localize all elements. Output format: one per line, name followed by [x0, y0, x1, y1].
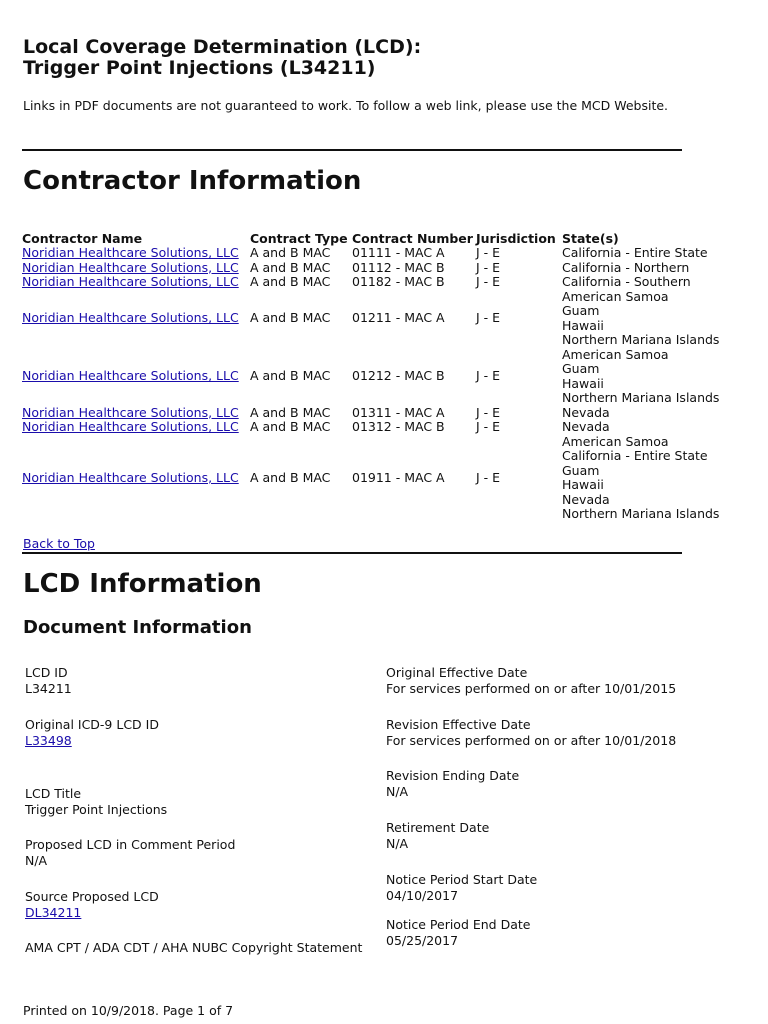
- state-item: Northern Mariana Islands: [562, 390, 720, 405]
- table-row: [22, 420, 721, 435]
- field-label: LCD ID: [25, 665, 68, 680]
- field-value: N/A: [386, 835, 409, 851]
- contractor-name-cell: [22, 435, 250, 522]
- states-cell: [562, 275, 721, 290]
- contract-type-cell: A and B MAC: [250, 469, 331, 485]
- table-row: [22, 435, 721, 522]
- field-value: N/A: [25, 852, 48, 868]
- contractor-name-link[interactable]: Noridian Healthcare Solutions, LLC: [22, 259, 239, 275]
- divider: [22, 552, 682, 554]
- col-jurisdiction: Jurisdiction: [476, 231, 556, 246]
- table-row: [22, 406, 721, 421]
- state-item: American Samoa: [562, 346, 669, 362]
- field-original-icd9-lcd-id: [25, 717, 159, 748]
- contractor-name-link[interactable]: Noridian Healthcare Solutions, LLC: [22, 404, 239, 420]
- table-row: [22, 348, 721, 406]
- document-information-heading: Document Information: [23, 617, 252, 638]
- field-value: For services performed on or after 10/01/2018: [386, 732, 677, 748]
- field-revision-ending-date: [386, 768, 519, 799]
- jurisdiction-cell: J - E: [476, 419, 501, 434]
- table-row: [22, 261, 721, 276]
- col-states: State(s): [562, 231, 619, 246]
- state-item: Hawaii: [562, 477, 604, 492]
- contractor-name-link[interactable]: Noridian Healthcare Solutions, LLC: [22, 245, 239, 260]
- field-notice-period-end: [386, 917, 530, 948]
- pdf-link-notice: Links in PDF documents are not guaranteed to work. To follow a web link, please use the MCD Website.: [23, 98, 669, 113]
- state-item: Hawaii: [562, 375, 604, 391]
- field-label: Source Proposed LCD: [25, 889, 159, 904]
- contractor-name-link[interactable]: Noridian Healthcare Solutions, LLC: [22, 274, 239, 289]
- field-label: Revision Ending Date: [386, 768, 520, 783]
- state-item: California - Entire State: [562, 245, 708, 260]
- field-lcd-title: [25, 786, 167, 817]
- dl34211-link[interactable]: DL34211: [25, 904, 82, 920]
- field-source-proposed-lcd: [25, 889, 159, 920]
- field-revision-effective-date: [386, 717, 676, 748]
- contractor-name-cell: [22, 275, 250, 290]
- contract-number-cell: 01212 - MAC B: [352, 368, 445, 384]
- page-title: [23, 37, 421, 79]
- state-item: Northern Mariana Islands: [562, 332, 720, 347]
- states-cell: [562, 290, 721, 348]
- contract-number-cell: 01111 - MAC A: [352, 245, 445, 260]
- col-contractor-name: Contractor Name: [22, 231, 143, 246]
- field-label: Notice Period End Date: [386, 917, 531, 932]
- state-item: California - Northern: [562, 259, 690, 275]
- contract-number-cell: 01112 - MAC B: [352, 259, 445, 275]
- states-cell: [562, 246, 721, 261]
- contractor-heading: Contractor Information: [23, 166, 362, 196]
- col-contract-number: Contract Number: [352, 231, 473, 246]
- states-cell: [562, 406, 721, 421]
- field-value: N/A: [386, 783, 409, 799]
- state-item: Guam: [562, 361, 600, 376]
- state-item: American Samoa: [562, 433, 669, 449]
- field-label: Proposed LCD in Comment Period: [25, 837, 236, 852]
- state-item: California - Entire State: [562, 448, 708, 463]
- table-header-row: [22, 231, 721, 246]
- state-item: Nevada: [562, 404, 610, 420]
- field-label: Revision Effective Date: [386, 717, 531, 732]
- contract-type-cell: A and B MAC: [250, 419, 331, 434]
- title-line-2: Trigger Point Injections (L34211): [23, 57, 376, 79]
- contract-type-cell: A and B MAC: [250, 404, 331, 420]
- state-item: Hawaii: [562, 317, 604, 333]
- state-item: Guam: [562, 303, 600, 318]
- jurisdiction-cell: J - E: [476, 259, 501, 275]
- contractor-name-link[interactable]: Noridian Healthcare Solutions, LLC: [22, 368, 239, 384]
- field-value: 04/10/2017: [386, 887, 459, 903]
- field-label: Notice Period Start Date: [386, 872, 538, 887]
- field-value: L34211: [25, 680, 72, 696]
- contract-number-cell: 01312 - MAC B: [352, 419, 445, 434]
- jurisdiction-cell: J - E: [476, 469, 501, 485]
- field-notice-period-start: [386, 872, 537, 903]
- contract-type-cell: A and B MAC: [250, 310, 331, 326]
- field-proposed-lcd: [25, 837, 235, 868]
- divider: [22, 149, 682, 151]
- state-item: California - Southern: [562, 274, 691, 289]
- field-label: LCD Title: [25, 786, 82, 801]
- contractor-table: [22, 231, 721, 522]
- contractor-name-cell: [22, 261, 250, 276]
- print-footer: Printed on 10/9/2018. Page 1 of 7: [23, 1003, 234, 1018]
- title-line-1: Local Coverage Determination (LCD):: [23, 36, 422, 58]
- field-original-effective-date: [386, 665, 676, 696]
- back-to-top-link[interactable]: Back to Top: [23, 536, 95, 551]
- field-lcd-id: [25, 665, 72, 696]
- jurisdiction-cell: J - E: [476, 368, 501, 384]
- field-copyright-statement: [25, 940, 362, 956]
- field-label: Original ICD-9 LCD ID: [25, 717, 159, 732]
- contractor-name-cell: [22, 406, 250, 421]
- state-item: Guam: [562, 462, 600, 478]
- contractor-name-cell: [22, 246, 250, 261]
- field-label: Retirement Date: [386, 820, 490, 835]
- states-cell: [562, 348, 721, 406]
- contract-number-cell: 01182 - MAC B: [352, 274, 445, 289]
- table-row: [22, 275, 721, 290]
- states-cell: [562, 420, 721, 435]
- contract-type-cell: A and B MAC: [250, 259, 331, 275]
- contractor-name-cell: [22, 348, 250, 406]
- contractor-name-cell: [22, 290, 250, 348]
- states-cell: [562, 435, 721, 522]
- field-label: Original Effective Date: [386, 665, 528, 680]
- field-retirement-date: [386, 820, 489, 851]
- jurisdiction-cell: J - E: [476, 310, 501, 326]
- contractor-name-link[interactable]: Noridian Healthcare Solutions, LLC: [22, 469, 239, 485]
- contract-type-cell: A and B MAC: [250, 245, 331, 260]
- l33498-link[interactable]: L33498: [25, 732, 72, 748]
- table-row: [22, 290, 721, 348]
- state-item: Northern Mariana Islands: [562, 506, 720, 521]
- state-item: Nevada: [562, 491, 610, 507]
- contractor-name-cell: [22, 420, 250, 435]
- field-value: For services performed on or after 10/01/2015: [386, 680, 677, 696]
- jurisdiction-cell: J - E: [476, 404, 501, 420]
- jurisdiction-cell: J - E: [476, 274, 501, 289]
- field-value: Trigger Point Injections: [25, 801, 168, 817]
- col-contract-type: Contract Type: [250, 231, 348, 246]
- contractor-name-link[interactable]: Noridian Healthcare Solutions, LLC: [22, 419, 239, 434]
- contractor-name-link[interactable]: Noridian Healthcare Solutions, LLC: [22, 310, 239, 326]
- contract-type-cell: A and B MAC: [250, 274, 331, 289]
- contract-type-cell: A and B MAC: [250, 368, 331, 384]
- contract-number-cell: 01211 - MAC A: [352, 310, 445, 326]
- table-row: [22, 246, 721, 261]
- states-cell: [562, 261, 721, 276]
- jurisdiction-cell: J - E: [476, 245, 501, 260]
- contract-number-cell: 01311 - MAC A: [352, 404, 445, 420]
- state-item: Nevada: [562, 419, 610, 434]
- field-label: AMA CPT / ADA CDT / AHA NUBC Copyright Statement: [25, 940, 363, 955]
- contract-number-cell: 01911 - MAC A: [352, 469, 445, 485]
- lcd-heading: LCD Information: [23, 569, 262, 599]
- state-item: American Samoa: [562, 288, 669, 304]
- field-value: 05/25/2017: [386, 932, 459, 948]
